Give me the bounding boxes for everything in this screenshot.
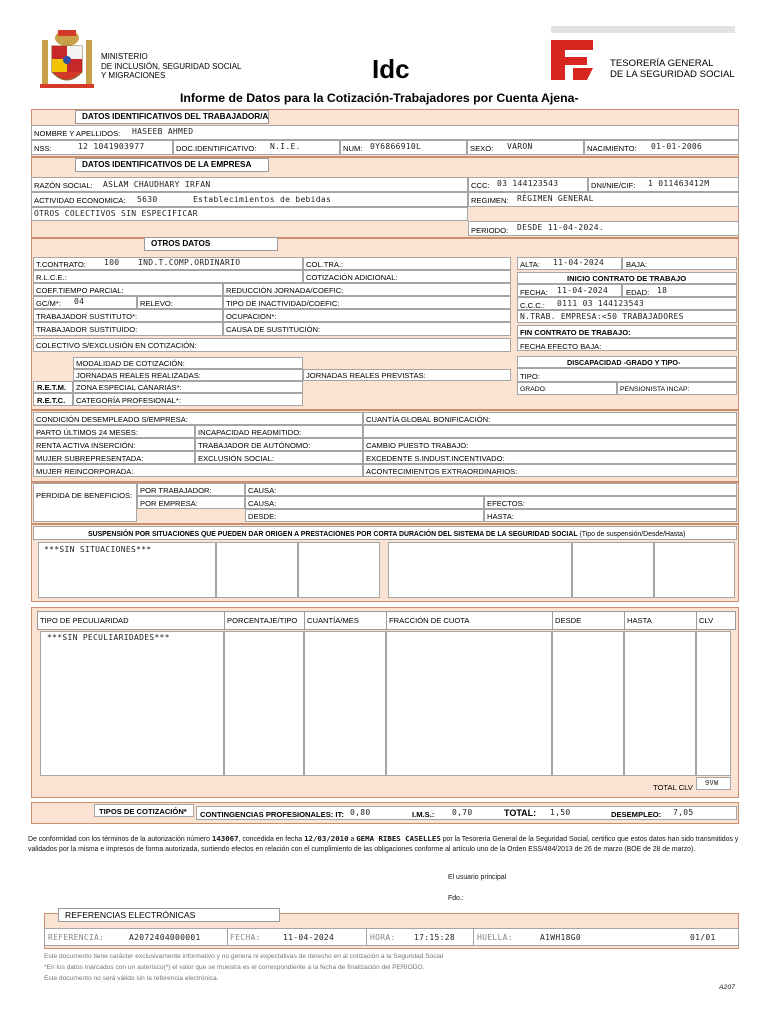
pec-divider	[304, 611, 305, 630]
causa-emp-label: CAUSA:	[248, 499, 277, 508]
name-label: NOMBRE Y APELLIDOS:	[34, 129, 121, 138]
fdo: Fdo.:	[448, 895, 464, 902]
pec-body-fraccion	[386, 631, 552, 776]
modalidad-label: MODALIDAD DE COTIZACIÓN:	[76, 359, 185, 368]
causa-trab-label: CAUSA:	[248, 486, 277, 495]
usuario-principal: El usuario principal	[448, 874, 507, 881]
ccc-label: CCC:	[471, 181, 490, 190]
tipo-label: TIPO:	[520, 372, 540, 381]
perdida-label: PERDIDA DE BENEFICIOS:	[36, 491, 133, 500]
tgss-line: DE LA SEGURIDAD SOCIAL	[610, 69, 735, 80]
nss-label: NSS:	[34, 144, 52, 153]
desde-label: DESDE:	[248, 512, 277, 521]
legal-part: De conformidad con los términos de la autorización número	[28, 836, 212, 843]
pec-col-hasta: HASTA	[627, 616, 652, 625]
doc-code: Idc	[372, 54, 410, 84]
pec-col-clv: CLV	[699, 616, 714, 625]
birth-label: NACIMIENTO:	[587, 144, 637, 153]
ref-hora-value: 17:15:28	[414, 933, 455, 942]
excedente-label: EXCEDENTE S.INDUST.INCENTIVADO:	[366, 454, 505, 463]
fecha-value: 11-04-2024	[557, 286, 609, 295]
suspension-title	[88, 530, 685, 539]
ocupacion-label: OCUPACION*:	[226, 312, 277, 321]
sex-label: SEXO:	[470, 144, 494, 153]
birth-value: 01-01-2006	[651, 142, 703, 151]
ref-hora-label: HORA:	[370, 933, 396, 942]
suspension-note: (Tipo de suspensión/Desde/Hasta)	[579, 531, 686, 538]
ref-divider	[473, 928, 474, 946]
legal-auth: 143067	[211, 834, 239, 843]
pec-divider	[386, 611, 387, 630]
num-value: 0Y6866910L	[370, 142, 422, 151]
cotiz-adic-label: COTIZACIÓN ADICIONAL:	[306, 273, 398, 282]
discapacidad-label: DISCAPACIDAD -GRADO Y TIPO-	[567, 358, 681, 367]
acontecimientos-label: ACONTECIMIENTOS EXTRAORDINARIOS:	[366, 467, 518, 476]
pec-col-cuantia: CUANTÍA/MES	[307, 616, 359, 625]
por-emp-label: POR EMPRESA:	[140, 499, 198, 508]
ref-page: 01/01	[690, 933, 716, 942]
suspension-col-3	[298, 542, 380, 598]
desde-cell	[245, 509, 484, 522]
hasta-label: HASTA:	[487, 512, 514, 521]
it-value: 0,80	[350, 808, 371, 817]
relevo-label: RELEVO:	[140, 299, 173, 308]
rlce-cell	[33, 270, 303, 283]
worker-name: HASEEB AHMED	[132, 127, 194, 136]
ref-fecha-label: FECHA:	[230, 933, 261, 942]
categoria-label: CATEGORÍA PROFESIONAL*:	[76, 396, 181, 405]
sex-value: VARON	[507, 142, 533, 151]
pec-divider	[624, 611, 625, 630]
baja-label: BAJA:	[626, 260, 648, 269]
cambio-label: CAMBIO PUESTO TRABAJO:	[366, 441, 469, 450]
rlce-label: R.L.C.E.:	[36, 273, 67, 282]
tipo-inact-label: TIPO DE INACTIVIDAD/COEFIC:	[226, 299, 340, 308]
legal-date: 12/03/2010	[304, 834, 349, 843]
jornadas-prev-label: JORNADAS REALES PREVISTAS:	[306, 371, 426, 380]
jornadas-reales-label: JORNADAS REALES REALIZADAS:	[76, 371, 201, 380]
nss-value: 12 1041903977	[78, 142, 145, 151]
autonomo-label: TRABAJADOR DE AUTÓNOMO:	[198, 441, 311, 450]
suspension-col-5	[572, 542, 654, 598]
colectivo-excl-label: COLECTIVO S/EXCLUSIÓN EN COTIZACIÓN:	[36, 341, 197, 350]
suspension-col-2	[216, 542, 298, 598]
reduccion-label: REDUCCIÓN JORNADA/COEFIC:	[226, 286, 344, 295]
legal-person: GEMA RIBES CASELLES	[356, 834, 441, 843]
pec-body-hasta	[624, 631, 696, 776]
footer-line: Este documento no será válido sin la referencia electrónica.	[44, 975, 219, 982]
exclusion-label: EXCLUSIÓN SOCIAL:	[198, 454, 274, 463]
cond-empty-cell	[363, 425, 737, 438]
ccc2-value: 0111 03 144123543	[557, 299, 644, 308]
actividad-code: 5630	[137, 195, 158, 204]
razon-cell	[31, 177, 468, 192]
footer-line: Este documento tiene carácter exclusivamente informativo y no genera ni expectativas de derecho en al cotización a la Seguridad Social	[44, 953, 444, 960]
otros-section-header: OTROS DATOS	[144, 237, 278, 251]
actividad-value: Establecimientos de bebidas	[193, 195, 332, 204]
document-title: Informe de Datos para la Cotización-Trabajadores por Cuenta Ajena-	[180, 91, 579, 105]
gcm-label: GC/M*:	[36, 299, 61, 308]
alta-label: ALTA:	[520, 260, 540, 269]
tipo-cell	[517, 368, 737, 382]
doc-value: N.I.E.	[270, 142, 301, 151]
company-section-header: DATOS IDENTIFICATIVOS DE LA EMPRESA	[75, 158, 269, 172]
footer-line: *En los datos marcados con un asterisco(*) el valor que se muestra es el correspondiente a la fecha de finalización del PERIODO.	[44, 964, 425, 971]
causa-trab-cell	[245, 483, 737, 496]
ministry-line: MINISTERIO	[101, 52, 148, 61]
legal-part: por la Tesorería General de la Seguridad Social, certifico que estos datos han sido transmitidos y validados por la misma e impresos de forma autorizada, surtiendo efectos en relación con el cumplimiento de las obligaciones conforme al artículo uno de la Orden ESS/484/2013 de 26 de marzo (BOE de 28 de marzo).	[28, 836, 739, 853]
perdida-label-cell	[33, 483, 137, 522]
pec-body-desde	[552, 631, 624, 776]
periodo-value: DESDE 11-04-2024.	[517, 223, 604, 232]
ministry-coat-of-arms	[38, 26, 96, 96]
total-clv-label: TOTAL CLV	[653, 783, 693, 792]
desempleo-value: 7,05	[673, 808, 694, 817]
ims-label: I.M.S.:	[412, 810, 435, 819]
gcm-value: 04	[74, 297, 85, 306]
pec-col-fraccion: FRACCIÓN DE CUOTA	[389, 616, 470, 625]
footer-notes	[44, 951, 443, 984]
dni-value: 1 011463412M	[648, 179, 710, 188]
tcontrato-code: 100	[104, 258, 120, 267]
pec-body-clv	[696, 631, 731, 776]
actividad-label: ACTIVIDAD ECONOMICA:	[34, 196, 126, 205]
suspension-col-4	[388, 542, 572, 598]
ministry-line: Y MIGRACIONES	[101, 71, 166, 80]
dni-label: DNI/NIE/CIF:	[591, 181, 636, 190]
legal-text	[28, 834, 740, 854]
ref-fecha-value: 11-04-2024	[283, 933, 335, 942]
regimen-cell	[468, 192, 739, 207]
ref-divider	[227, 928, 228, 946]
suspension-value: ***SIN SITUACIONES***	[44, 545, 152, 554]
tcontrato-label: T.CONTRATO:	[36, 260, 86, 269]
peculiaridad-value: ***SIN PECULIARIDADES***	[47, 633, 170, 642]
doc-label: DOC.IDENTIFICATIVO:	[176, 144, 257, 153]
fecha-baja-label: FECHA EFECTO BAJA:	[520, 342, 602, 351]
desempleado-label: CONDICIÓN DESEMPLEADO S/EMPRESA:	[36, 415, 188, 424]
tgss-logo	[551, 40, 595, 80]
pec-body-cuantia	[304, 631, 386, 776]
pec-body-porcentaje	[224, 631, 304, 776]
ref-divider	[366, 928, 367, 946]
razon-label: RAZÓN SOCIAL:	[34, 181, 93, 190]
ministry-name	[101, 52, 241, 81]
pec-divider	[224, 611, 225, 630]
fecha-label: FECHA:	[520, 288, 548, 297]
pec-col-desde: DESDE	[555, 616, 582, 625]
renta-label: RENTA ACTIVA INSERCIÓN:	[36, 441, 136, 450]
incapacidad-label: INCAPACIDAD READMITIDO:	[198, 428, 302, 437]
regimen-value: RÉGIMEN GENERAL	[517, 194, 594, 203]
pec-col-porcentaje: PORCENTAJE/TIPO	[227, 616, 298, 625]
causa-emp-cell	[245, 496, 484, 509]
total-label: TOTAL:	[504, 808, 537, 818]
inicio-label: INICIO CONTRATO DE TRABAJO	[567, 274, 687, 283]
ref-huella-value: A1WH18G0	[540, 933, 581, 942]
ref-value: A2072404000001	[129, 933, 201, 942]
worker-section-header: DATOS IDENTIFICATIVOS DEL TRABAJADOR/A	[75, 110, 269, 124]
periodo-label: PERIODO:	[471, 226, 509, 235]
retc-label: R.E.T.C.	[37, 396, 66, 405]
edad-value: 18	[657, 286, 668, 295]
edad-label: EDAD:	[626, 288, 650, 297]
coltra-label: COL.TRA.:	[306, 260, 344, 269]
ntrab-value: N.TRAB. EMPRESA:<50 TRABAJADORES	[520, 312, 684, 321]
pec-divider	[696, 611, 697, 630]
ccc-value: 03 144123543	[497, 179, 559, 188]
razon-value: ASLAM CHAUDHARY IRFAN	[103, 180, 211, 189]
parto-label: PARTO ÚLTIMOS 24 MESES:	[36, 428, 138, 437]
cuantia-label: CUANTÍA GLOBAL BONIFICACIÓN:	[366, 415, 491, 424]
zona-label: ZONA ESPECIAL CANARIAS*:	[76, 383, 182, 392]
fin-label: FIN CONTRATO DE TRABAJO:	[520, 328, 631, 337]
pec-divider	[552, 611, 553, 630]
alta-value: 11-04-2024	[553, 258, 605, 267]
cont-label: CONTINGENCIAS PROFESIONALES: IT:	[200, 810, 344, 819]
num-label: NUM:	[343, 144, 363, 153]
footer-code: A207	[719, 984, 735, 991]
legal-part: a	[348, 836, 357, 843]
tgss-top-bar	[551, 26, 735, 33]
pec-col-tipo: TIPO DE PECULIARIDAD	[40, 616, 129, 625]
efectos-label: EFECTOS:	[487, 499, 525, 508]
grado-label: GRADO:	[520, 386, 547, 393]
retm-label: R.E.T.M.	[37, 383, 67, 392]
trab-sust-label: TRABAJADOR SUSTITUTO*:	[36, 312, 138, 321]
tgss-line: TESORERÍA GENERAL	[610, 58, 714, 69]
ccc2-label: C.C.C.:	[520, 301, 545, 310]
causa-sust-label: CAUSA DE SUSTITUCIÓN:	[226, 325, 321, 334]
tcontrato-value: IND.T.COMP.ORDINARIO	[138, 258, 241, 267]
total-value: 1,50	[550, 808, 571, 817]
suspension-col-6	[654, 542, 735, 598]
tipos-label: TIPOS DE COTIZACIÓN*	[99, 807, 187, 816]
legal-part: , concedida en fecha	[238, 836, 305, 843]
colectivos-value: OTROS COLECTIVOS SIN ESPECIFICAR	[34, 209, 198, 218]
hasta-cell	[484, 509, 737, 522]
total-clv-value: 9VW	[705, 779, 719, 787]
suspension-title-text: SUSPENSIÓN POR SITUACIONES QUE PUEDEN DAR ORIGEN A PRESTACIONES POR CORTA DURACIÓN DEL SISTEMA DE LA SEGURIDAD SOCIAL	[88, 531, 578, 538]
subrep-label: MUJER SUBREPRESENTADA:	[36, 454, 144, 463]
regimen-label: REGIMEN:	[471, 196, 509, 205]
trab-sustituido-label: TRABAJADOR SUSTITUIDO:	[36, 325, 138, 334]
ims-value: 0,70	[452, 808, 473, 817]
por-trab-label: POR TRABAJADOR:	[140, 486, 212, 495]
ref-label: REFERENCIA:	[48, 933, 105, 942]
pec-body-tipo	[40, 631, 224, 776]
ministry-line: DE INCLUSIÓN, SEGURIDAD SOCIAL	[101, 61, 242, 71]
pensionista-label: PENSIONISTA INCAP:	[620, 386, 690, 393]
tgss-name	[610, 58, 735, 80]
ref-huella-label: HUELLA:	[477, 933, 513, 942]
reincorporada-label: MUJER REINCORPORADA:	[36, 467, 134, 476]
desempleo-label: DESEMPLEO:	[611, 810, 662, 819]
coef-label: COEF.TIEMPO PARCIAL:	[36, 286, 124, 295]
referencias-header: REFERENCIAS ELECTRÓNICAS	[58, 908, 280, 922]
